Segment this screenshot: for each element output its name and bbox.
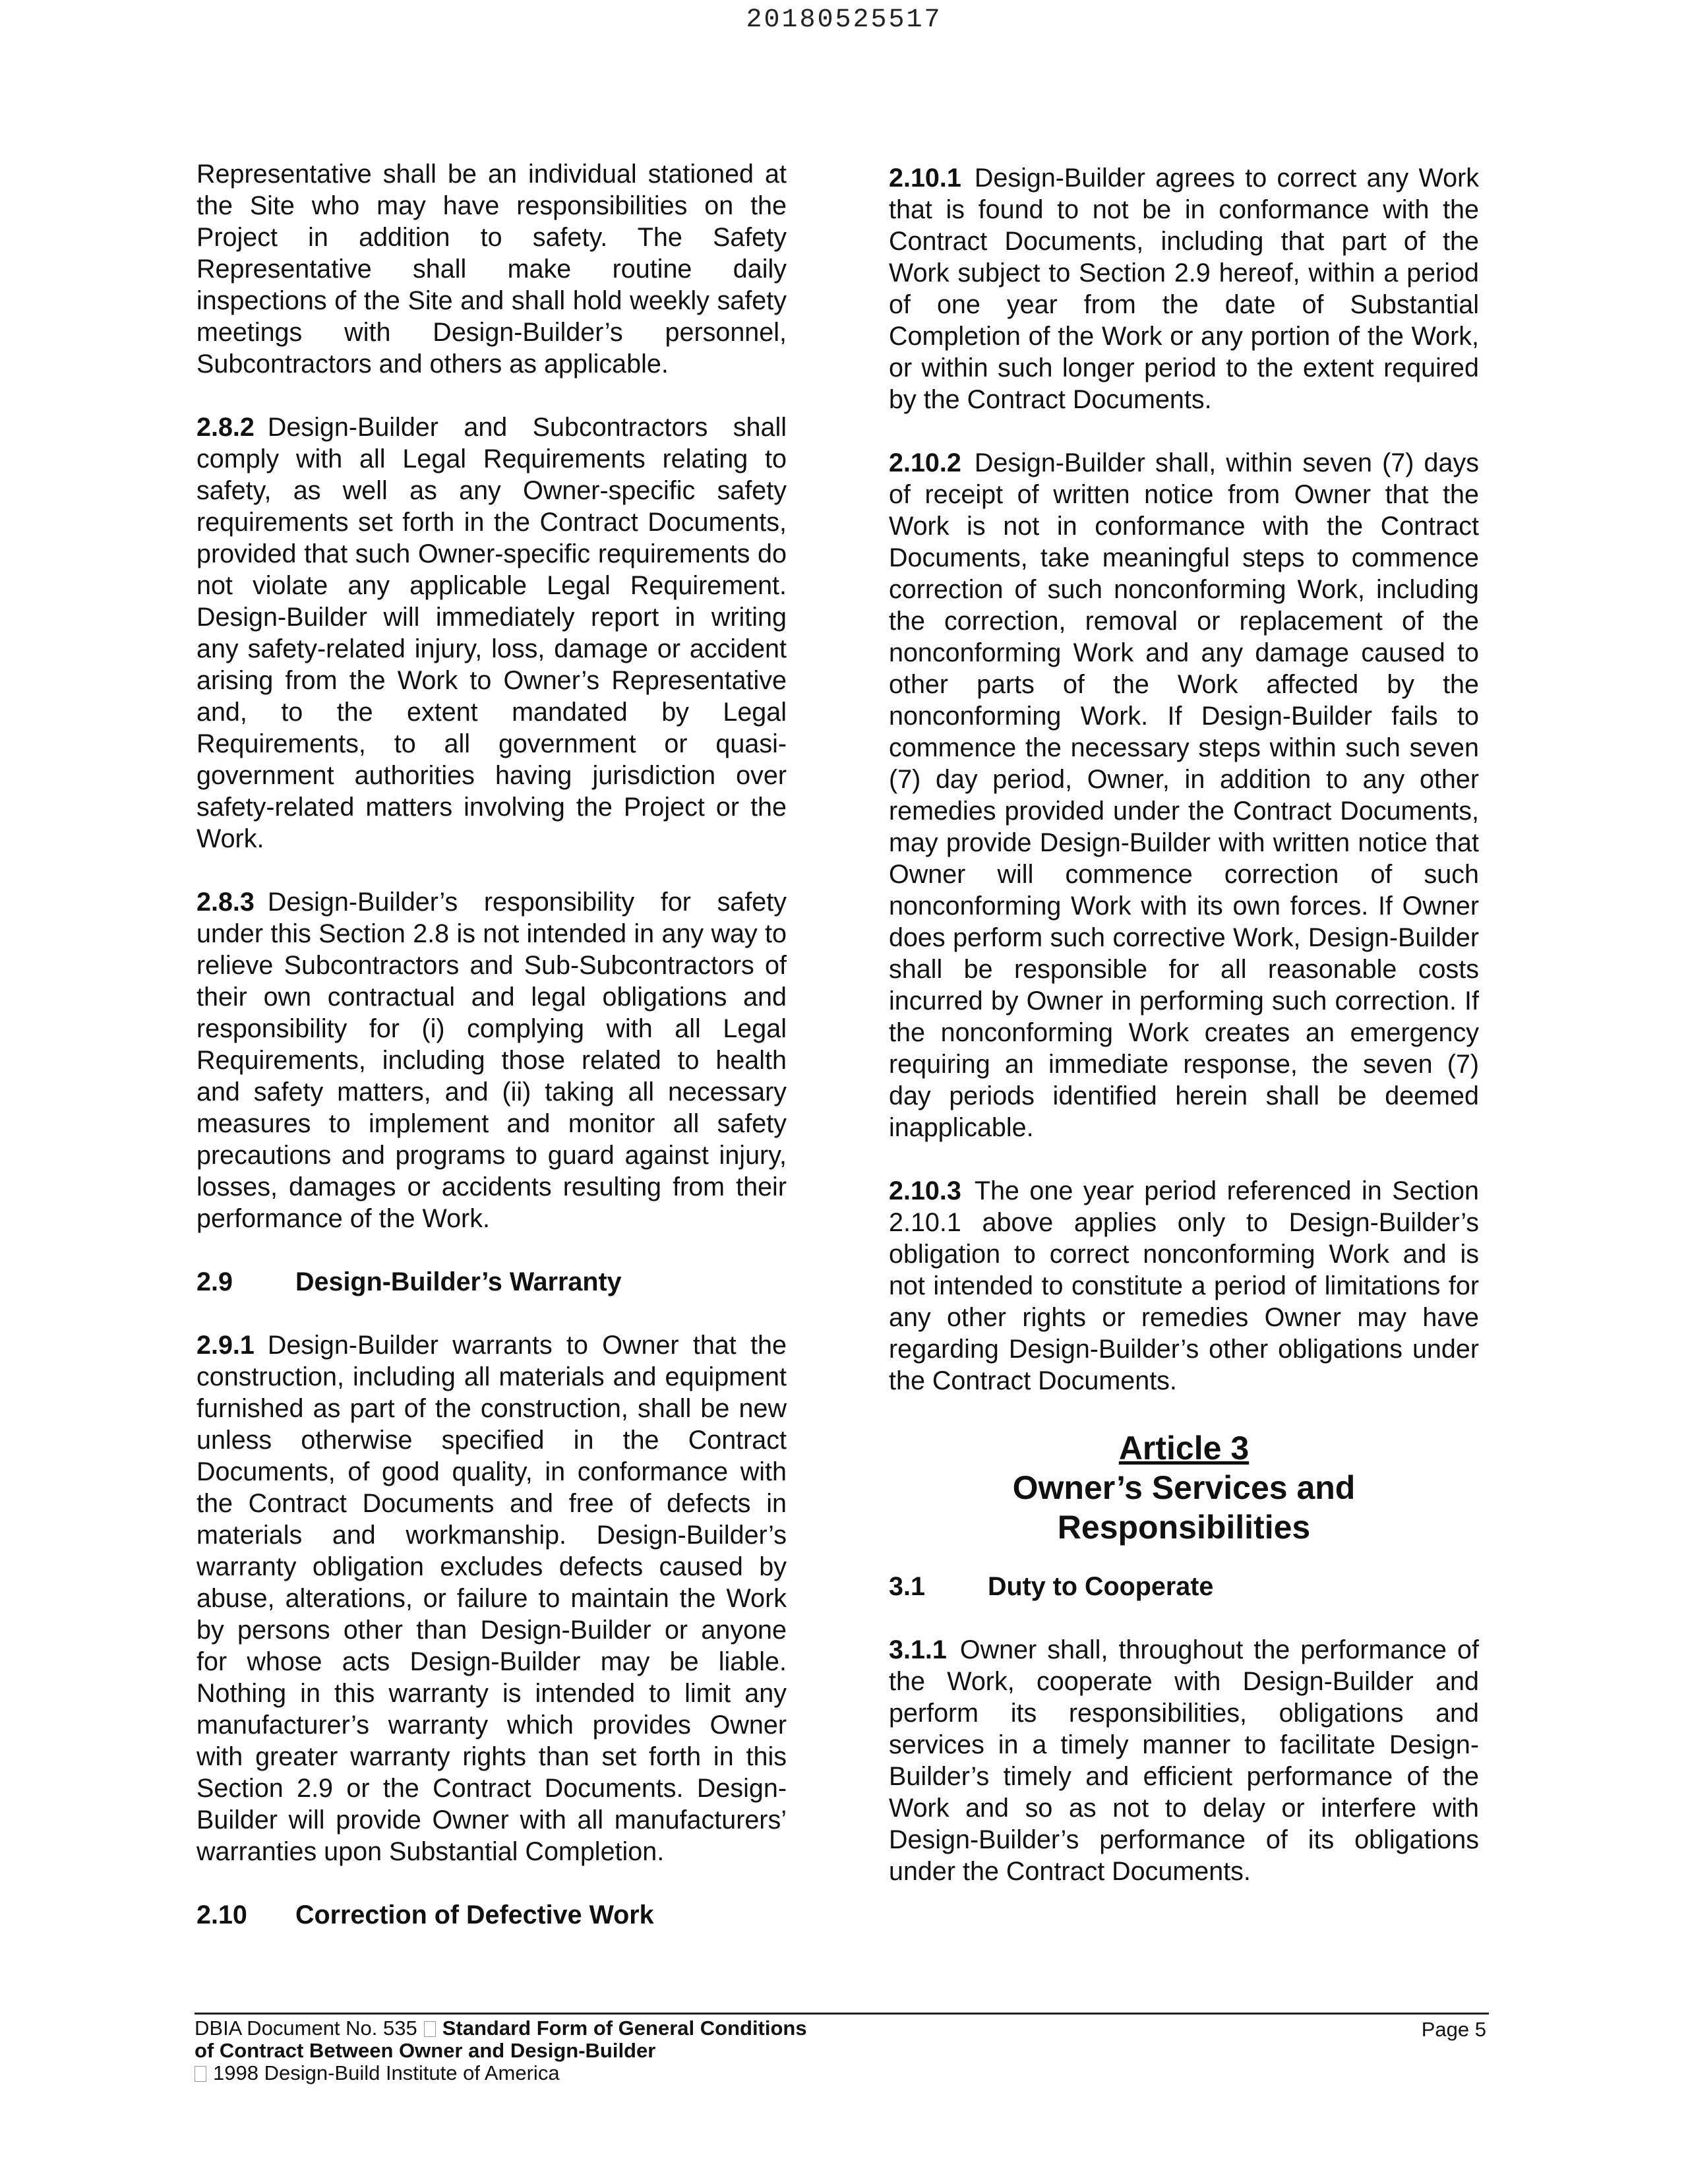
heading-2-10 (196, 1899, 787, 1931)
paragraph-2-8-3 (196, 886, 787, 1234)
paragraph-2-8-1-continued (196, 158, 787, 380)
article-title-line1: Owner’s Services and (1012, 1469, 1356, 1506)
section-number: 2.9 (196, 1267, 233, 1296)
paragraph-text: The one year period referenced in Section 2.10.1 above applies only to Design-Builder’s obligation to correct nonconforming Work and is not intended to constitute a period of limitations for any other rights or remedies Owner may have regarding Design-Builder’s other obligations under the Contract Documents. (889, 1176, 1479, 1395)
heading-2-9 (196, 1266, 787, 1298)
right-column (889, 162, 1479, 1919)
section-number: 2.10.3 (889, 1176, 961, 1205)
paragraph-2-10-1 (889, 162, 1479, 415)
footer-form-title-2: of Contract Between Owner and Design-Builder (195, 2039, 656, 2062)
paragraph-text: Design-Builder and Subcontractors shall comply with all Legal Requirements relating to safety, as well as any Owner-specific safety requirements set forth in the Contract Documents, provided that such Owner-specific requirements do not violate any applicable Legal Requirement. Design-Builder will immediately report in writing any safety-related injury, loss, damage or accident arising from the Work to Owner’s Representative and, to the extent mandated by Legal Requirements, to all government or quasi-government authorities having jurisdiction over safety-related matters involving the Project or the Work. (196, 413, 787, 853)
footer-copyright: 1998 Design-Build Institute of America (213, 2061, 560, 2084)
section-number: 2.8.2 (196, 413, 255, 442)
section-number: 2.10.2 (889, 448, 961, 477)
paragraph-2-9-1 (196, 1329, 787, 1867)
paragraph-text: Owner shall, throughout the performance of the Work, cooperate with Design-Builder and perform its responsibilities, obligations and services in a timely manner to facilitate Design-Builder’s timely and efficient performance of the Work and so as not to delay or interfere with Design-Builder’s performance of its obligations under the Contract Documents. (889, 1635, 1479, 1886)
paragraph-text: Design-Builder’s responsibility for safety under this Section 2.8 is not intended in any way to relieve Subcontractors and Sub-Subcontractors of their own contractual and legal obligations and responsibility for (i) complying with all Legal Requirements, including those related to health and safety matters, and (ii) taking all necessary measures to implement and monitor all safety precautions and programs to guard against injury, losses, damages or accidents resulting from their performance of the Work. (196, 888, 787, 1233)
footer-document-info (195, 2017, 854, 2084)
paragraph-text: Design-Builder shall, within seven (7) days of receipt of written notice from Owner that the Work is not in conformance with the Contract Documents, take meaningful steps to commence correction of such nonconforming Work, including the correction, removal or replacement of the nonconforming Work and any damage caused to other parts of the Work affected by the nonconforming Work. If Design-Builder fails to commence the necessary steps within such seven (7) day period, Owner, in addition to any other remedies provided under the Contract Documents, may provide Design-Builder with written notice that Owner will commence correction of such nonconforming Work with its own forces. If Owner does perform such corrective Work, Design-Builder shall be responsible for all reasonable costs incurred by Owner in performing such correction. If the nonconforming Work creates an emergency requiring an immediate response, the seven (7) day periods identified herein shall be deemed inapplicable. (889, 448, 1479, 1142)
footer-form-title-1: Standard Form of General Conditions (442, 2017, 807, 2040)
section-title: Correction of Defective Work (295, 1900, 654, 1929)
heading-3-1 (889, 1571, 1479, 1602)
section-number: 2.9.1 (196, 1331, 255, 1360)
footer-line-3 (195, 2062, 854, 2084)
paragraph-2-10-2 (889, 447, 1479, 1143)
box-glyph-icon (424, 2021, 436, 2037)
section-number: 3.1.1 (889, 1635, 947, 1664)
section-number: 3.1 (889, 1572, 925, 1601)
paragraph-2-8-2 (196, 411, 787, 855)
footer-doc-number: DBIA Document No. 535 (195, 2017, 417, 2040)
paragraph-3-1-1 (889, 1634, 1479, 1887)
footer-line-1 (195, 2017, 854, 2040)
document-number: 20180525517 (746, 5, 942, 35)
paragraph-2-10-3 (889, 1175, 1479, 1397)
page-footer (195, 2013, 1489, 2084)
section-number: 2.8.3 (196, 888, 255, 917)
left-column (196, 158, 787, 1962)
box-glyph-icon (195, 2066, 206, 2082)
section-title: Duty to Cooperate (988, 1572, 1214, 1601)
section-number: 2.10.1 (889, 164, 961, 193)
paragraph-text: Representative shall be an individual stationed at the Site who may have responsibilities on the Project in addition to safety. The Safety Representative shall make routine daily inspections of the Site and shall hold weekly safety meetings with Design-Builder’s personnel, Subcontractors and others as applicable. (196, 160, 787, 379)
footer-page-number: Page 5 (1421, 2018, 1486, 2041)
article-heading (889, 1428, 1479, 1547)
section-title: Design-Builder’s Warranty (295, 1267, 622, 1296)
article-title-line2: Responsibilities (1057, 1509, 1311, 1546)
section-number: 2.10 (196, 1900, 247, 1929)
article-number: Article 3 (1118, 1430, 1250, 1467)
paragraph-text: Design-Builder agrees to correct any Work that is found to not be in conformance with the Contract Documents, including that part of the Work subject to Section 2.9 hereof, within a period of one year from the date of Substantial Completion of the Work or any portion of the Work, or within such longer period to the extent required by the Contract Documents. (889, 164, 1479, 414)
paragraph-text: Design-Builder warrants to Owner that the construction, including all materials and equipment furnished as part of the construction, shall be new unless otherwise specified in the Contract Documents, of good quality, in conformance with the Contract Documents and free of defects in materials and workmanship. Design-Builder’s warranty obligation excludes defects caused by abuse, alterations, or failure to maintain the Work by persons other than Design-Builder or anyone for whose acts Design-Builder may be liable. Nothing in this warranty is intended to limit any manufacturer’s warranty which provides Owner with greater warranty rights than set forth in this Section 2.9 or the Contract Documents. Design-Builder will provide Owner with all manufacturers’ warranties upon Substantial Completion. (196, 1331, 787, 1866)
